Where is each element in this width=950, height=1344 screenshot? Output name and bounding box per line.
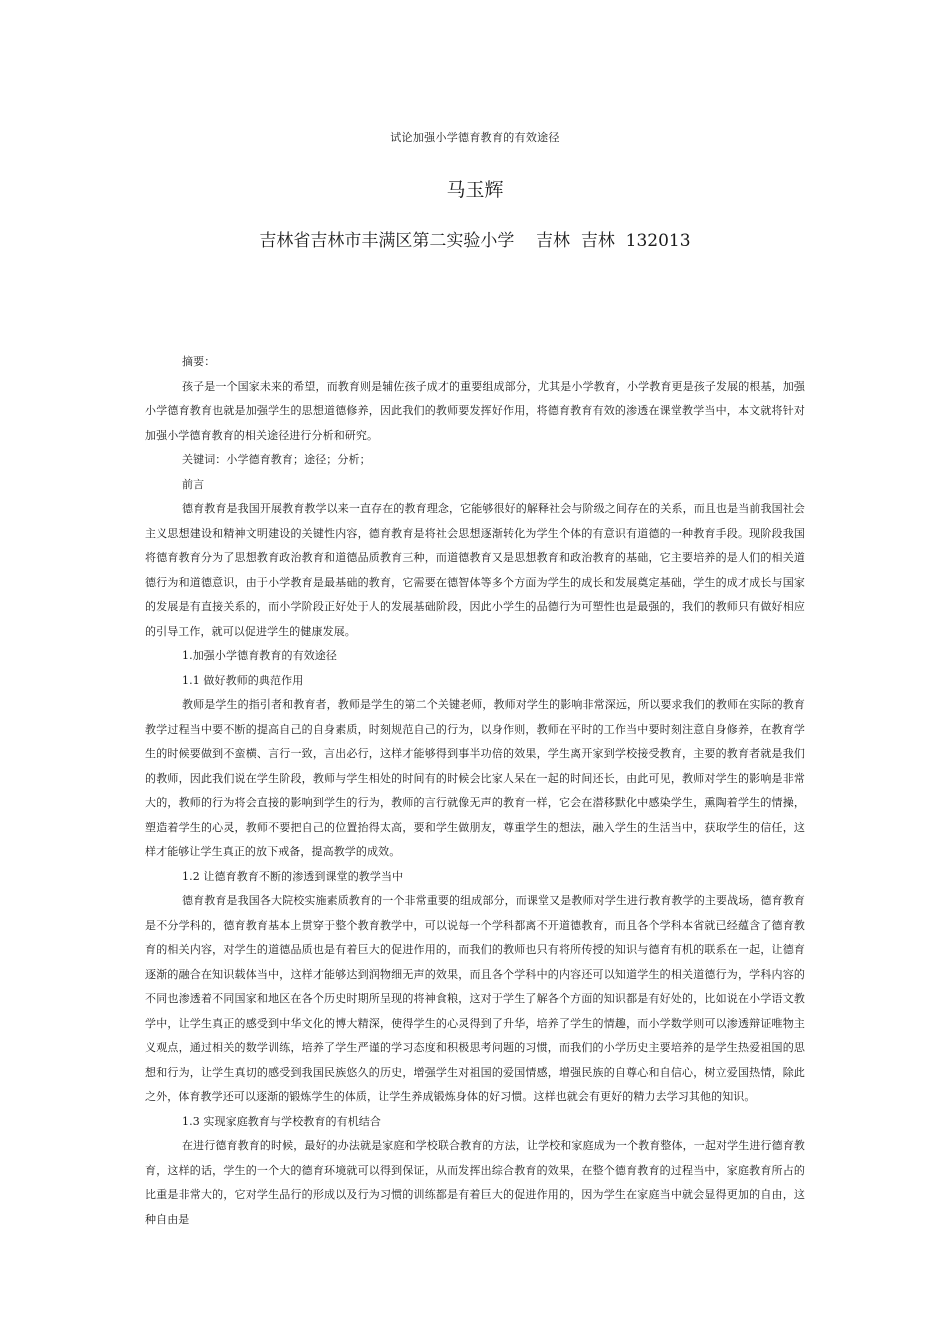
preface-text: 德育教育是我国开展教育教学以来一直存在的教育理念，它能够很好的解释社会与阶级之间存在的关系，而且也是当前我国社会主义思想建设和精神文明建设的关键性内容，德育教育是将社会思想逐渐转化为学生个体的有意识有道德的一种教育手段。现阶段我国将德育教育分为了思想教育政治教育和道德品质教育三种，而道德教育又是思想教育和政治教育的基础，它主要培养的是人们的相关道德行为和道德意识，由于小学教育是最基础的教育，它需要在德智体等多个方面为学生的成长和发展奠定基础，学生的成才成长与国家的发展是有直接关系的，而小学阶段正好处于人的发展基础阶段，因此小学生的品德行为可塑性也是最强的，我们的教师只有做好相应的引导工作，就可以促进学生的健康发展。 [145, 502, 805, 638]
subsection-heading: 1.2 让德育教育不断的渗透到课堂的教学当中 [182, 869, 404, 883]
subsection-heading: 1.3 实现家庭教育与学校教育的有机结合 [182, 1114, 381, 1128]
paper-title: 试论加强小学德育教育的有效途径 [390, 131, 560, 144]
preface-heading: 前言 [182, 477, 205, 491]
abstract-text: 孩子是一个国家未来的希望，而教育则是辅佐孩子成才的重要组成部分，尤其是小学教育，小学教育更是孩子发展的根基，加强小学德育教育也就是加强学生的思想道德修养，因此我们的教师要发挥好作用，将德育教育有效的渗透在课堂教学当中，本文就将针对加强小学德育教育的相关途径进行分析和研究。 [145, 379, 805, 442]
subsection-heading: 1.1 做好教师的典范作用 [182, 673, 304, 687]
section-heading: 1.加强小学德育教育的有效途径 [182, 649, 337, 662]
body-paragraph: 在进行德育教育的时候，最好的办法就是家庭和学校联合教育的方法，让学校和家庭成为一个教育整体，一起对学生进行德育教育，这样的话，学生的一个大的德育环境就可以得到保证，从而发挥出综合教育的效果，在整个德育教育的过程当中，家庭教育所占的比重是非常大的，它对学生品行的形成以及行为习惯的训练都是有着巨大的促进作用的，因为学生在家庭当中就会显得更加的自由，这种自由是 [145, 1139, 805, 1226]
author-name: 马玉辉 [446, 179, 504, 201]
author-affiliation: 吉林省吉林市丰满区第二实验小学 吉林 吉林 132013 [259, 231, 691, 251]
keywords: 关键词：小学德育教育；途径；分析； [182, 453, 371, 466]
abstract-heading: 摘要： [182, 355, 216, 368]
document-body [145, 350, 805, 1232]
body-paragraph: 德育教育是我国各大院校实施素质教育的一个非常重要的组成部分，而课堂又是教师对学生进行教育教学的主要战场，德育教育是不分学科的，德育教育基本上贯穿于整个教育教学中，可以说每一个学科都离不开道德教育，而且各个学科本省就已经蕴含了德育教育的相关内容，对学生的道德品质也是有着巨大的促进作用的，而我们的教师也只有将所传授的知识与德育有机的联系在一起，让德育逐渐的融合在知识载体当中，这样才能够达到润物细无声的效果，而且各个学科中的内容还可以知道学生的相关道德行为，学科内容的不同也渗透着不同国家和地区在各个历史时期所呈现的将神食粮，这对于学生了解各个方面的知识都是有好处的，比如说在小学语文教学中，让学生真正的感受到中华文化的博大精深，使得学生的心灵得到了升华，培养了学生的情趣，而小学数学则可以渗透辩证唯物主义观点，通过相关的数学训练，培养了学生严谨的学习态度和积极思考问题的习惯，而我们的小学历史主要培养的是学生热爱祖国的思想和行为，让学生真切的感受到我国民族悠久的历史，增强学生对祖国的爱国情感，增强民族的自尊心和自信心，树立爱国热情，除此之外，体育教学还可以逐渐的锻炼学生的体质，让学生养成锻炼身体的好习惯。这样也就会有更好的精力去学习其他的知识。 [145, 894, 805, 1103]
body-paragraph: 教师是学生的指引者和教育者，教师是学生的第二个关键老师，教师对学生的影响非常深远，所以要求我们的教师在实际的教育教学过程当中要不断的提高自己的自身素质，时刻规范自己的行为，以身作则，教师在平时的工作当中要时刻注意自身修养，在教育学生的时候要做到不蛮横、言行一致，言出必行，这样才能够得到事半功倍的效果，学生离开家到学校接受教育，主要的教育者就是我们的教师，因此我们说在学生阶段，教师与学生相处的时间有的时候会比家人呆在一起的时间还长，由此可见，教师对学生的影响是非常大的，教师的行为将会直接的影响到学生的行为，教师的言行就像无声的教育一样，它会在潜移默化中感染学生，熏陶着学生的情操，塑造着学生的心灵，教师不要把自己的位置抬得太高，要和学生做朋友，尊重学生的想法，融入学生的生活当中，获取学生的信任，这样才能够让学生真正的放下戒备，提高教学的成效。 [145, 698, 805, 858]
